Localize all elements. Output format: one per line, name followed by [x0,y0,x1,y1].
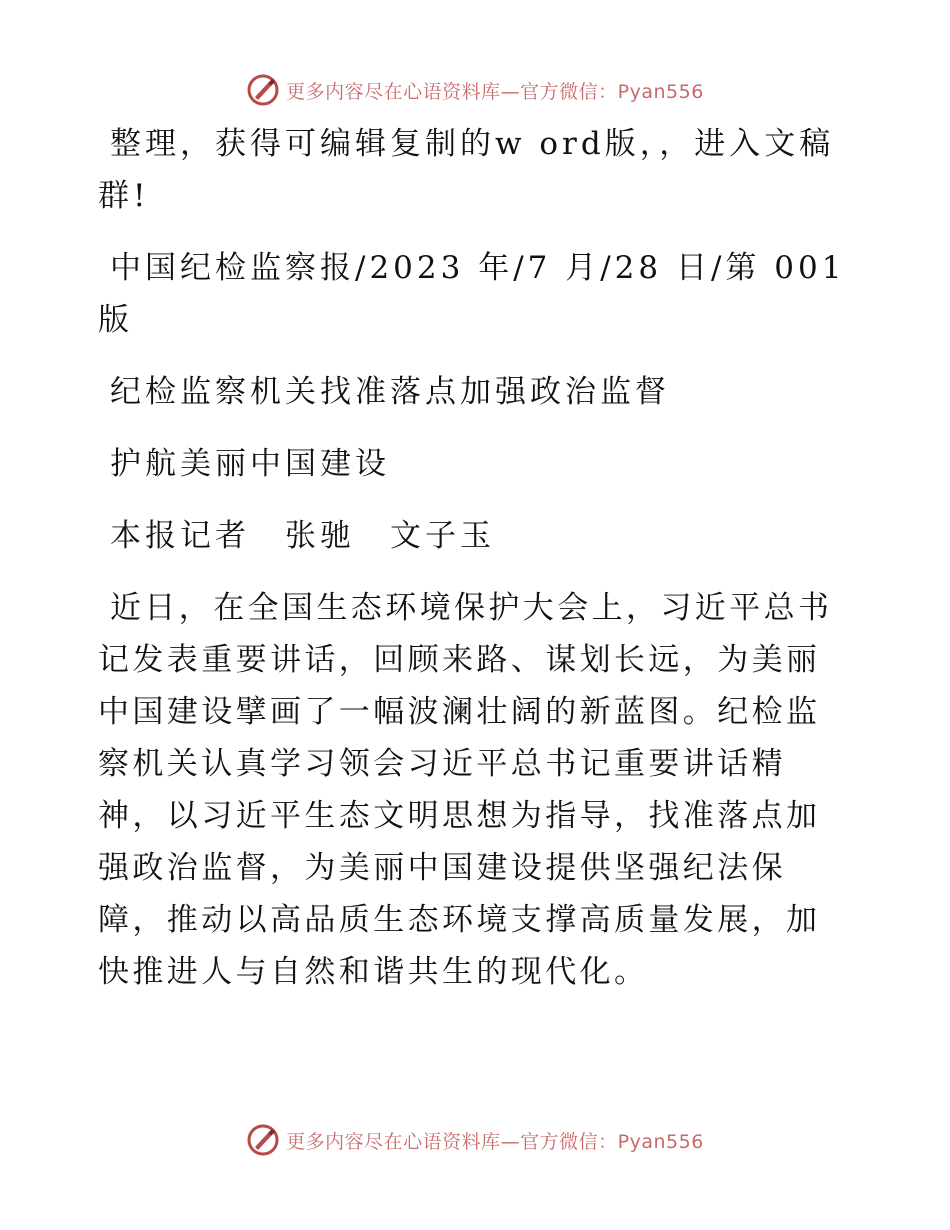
body-paragraph: 近日，在全国生态环境保护大会上，习近平总书记发表重要讲话，回顾来路、谋划长远，为美丽中国建设擘画了一幅波澜壮阔的新蓝图。纪检监察机关认真学习领会习近平总书记重要讲话精神，以习近平生态文明思想为指导，找准落点加强政治监督，为美丽中国建设提供坚强纪法保障，推动以高品质生态环境支撑高质量发展，加快推进人与自然和谐共生的现代化。 [98,590,833,990]
watermark-text: 更多内容尽在心语资料库—官方微信：Pyan556 [286,80,704,103]
source-line: 中国纪检监察报/2023 年/7 月/28 日/第 001 版 [98,250,846,338]
footer-watermark [0,1120,950,1160]
intro-paragraph: 整理，获得可编辑复制的w ord版，，进入文稿群! [98,126,835,214]
article-title: 纪检监察机关找准落点加强政治监督 [110,374,670,410]
watermark-text: 更多内容尽在心语资料库—官方微信：Pyan556 [286,1130,704,1153]
byline: 本报记者 张驰 文子玉 [110,518,495,554]
pen-circle-icon [246,1123,280,1157]
header-watermark [0,70,950,110]
pen-circle-icon [246,73,280,107]
article-subtitle: 护航美丽中国建设 [110,446,390,482]
document-body [98,118,850,1018]
